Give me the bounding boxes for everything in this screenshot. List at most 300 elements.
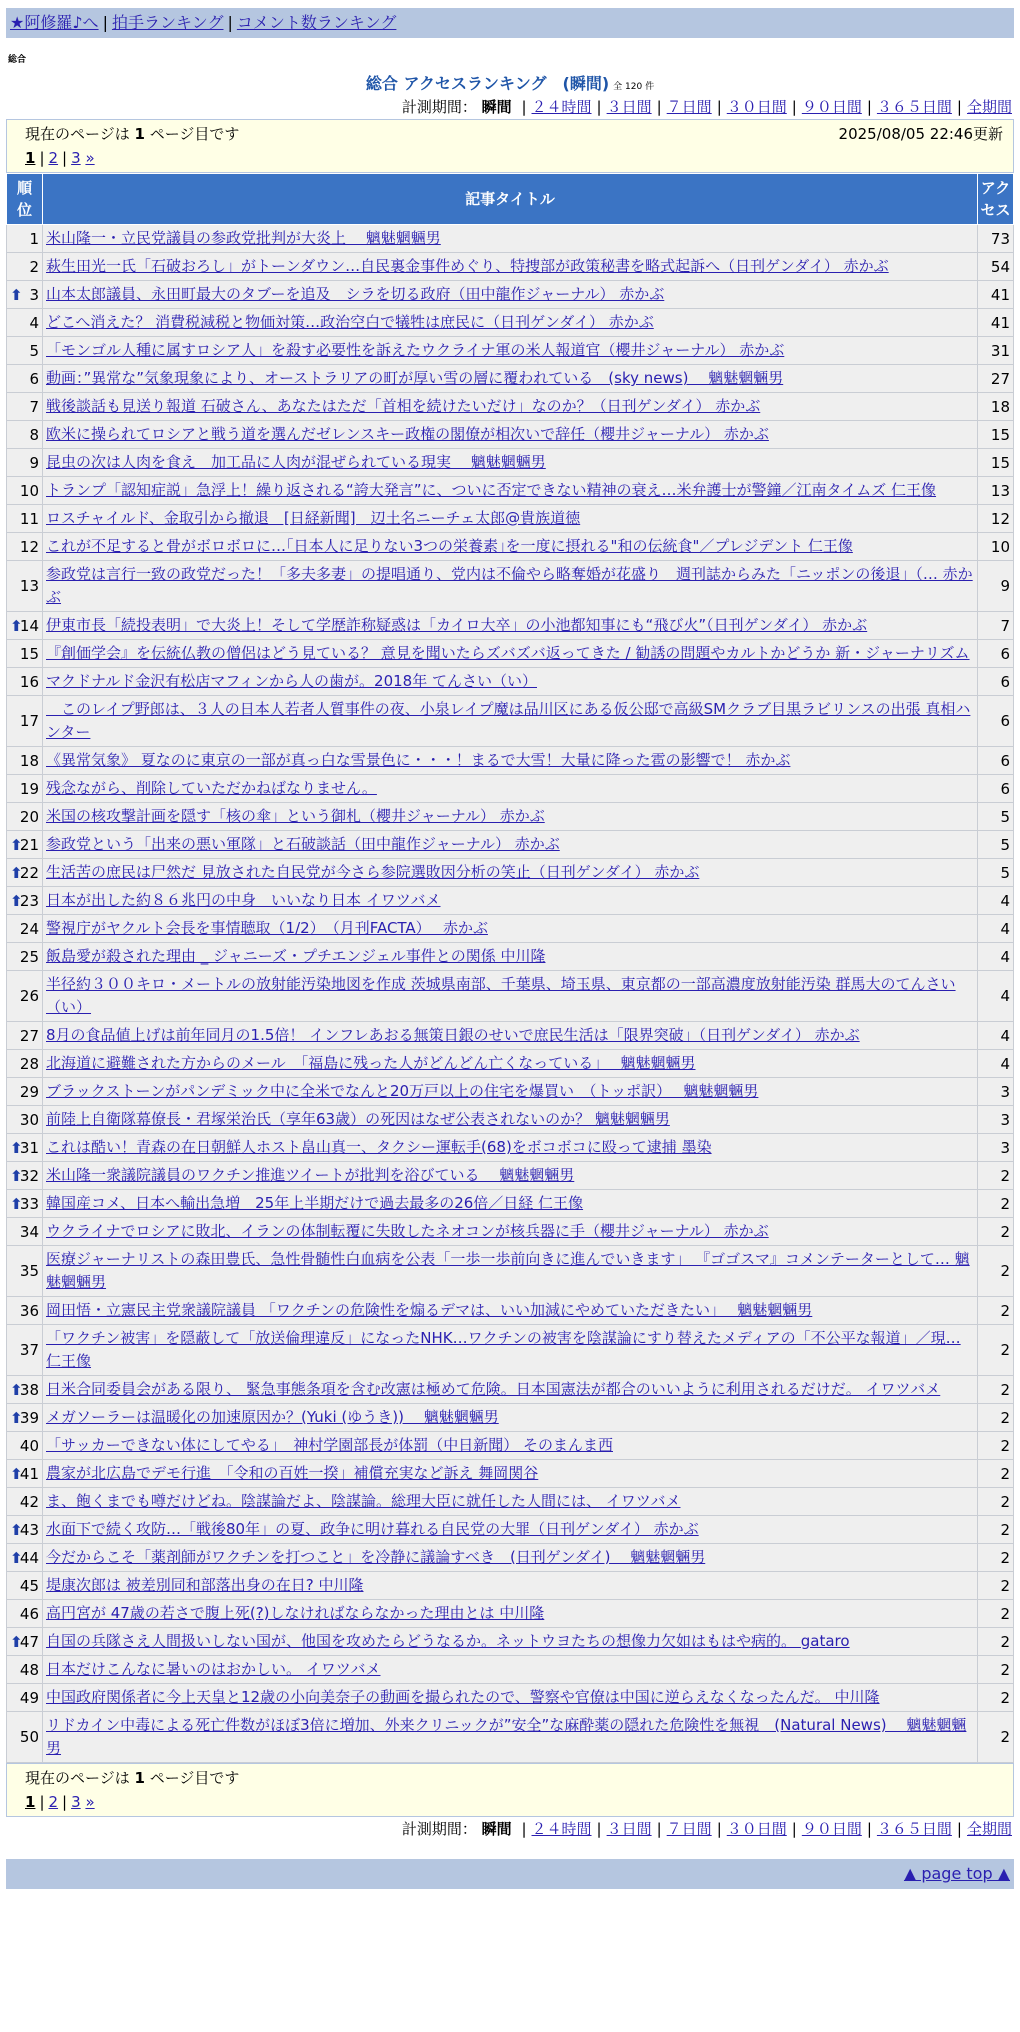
title-cell <box>43 1684 978 1712</box>
page-separator: | <box>39 149 45 167</box>
period-link[interactable]: 全期間 <box>966 98 1012 116</box>
period-link[interactable]: 全期間 <box>966 1820 1012 1838</box>
rank-number: 36 <box>19 1301 39 1320</box>
article-title-link[interactable]: 飯島愛が殺された理由 _ ジャニーズ・プチエンジェル事件との関係 中川隆 <box>46 947 546 965</box>
nav-home-link[interactable]: ★阿修羅♪へ <box>10 13 99 32</box>
article-title-link[interactable]: 中国政府関係者に今上天皇と12歳の小向美奈子の動画を撮られたので、警察や官僚は中国に逆らえなくなったんだ。 中川隆 <box>46 1688 880 1706</box>
table-row <box>7 281 1014 309</box>
rank-up-arrow-icon: ⬆ <box>10 863 23 882</box>
article-title-link[interactable]: トランプ「認知症説」急浮上！繰り返される“誇大発言”に、ついに否定できない精神の衰え…米弁護士が警鐘／江南タイムズ 仁王像 <box>46 481 937 499</box>
article-title-link[interactable]: 欧米に操られてロシアと戦う道を選んだゼレンスキー政権の閣僚が相次いで辞任（櫻井ジャーナル） 赤かぶ <box>46 425 769 443</box>
table-row <box>7 1246 1014 1297</box>
article-title-link[interactable]: 農家が北広島でデモ行進 「令和の百姓一揆」補償充実など訴え 舞岡関谷 <box>46 1464 539 1482</box>
access-count-cell: 41 <box>978 309 1014 337</box>
access-count-cell: 2 <box>978 1297 1014 1325</box>
title-cell <box>43 309 978 337</box>
table-row <box>7 859 1014 887</box>
article-title-link[interactable]: ロスチャイルド、金取引から撤退 [日経新聞] 辺土名ニーチェ太郎@貴族道徳 <box>46 509 581 527</box>
period-separator: | <box>956 1820 962 1838</box>
rank-number: 35 <box>19 1262 39 1280</box>
page-top-link[interactable]: ▲ page top ▲ <box>903 1864 1010 1883</box>
rank-cell <box>7 971 43 1022</box>
rank-cell <box>7 281 43 309</box>
table-row <box>7 1544 1014 1572</box>
access-count-cell: 2 <box>978 1544 1014 1572</box>
table-row <box>7 1134 1014 1162</box>
article-title-link[interactable]: 山本太郎議員、永田町最大のタブーを追及 シラを切る政府（田中龍作ジャーナル） 赤かぶ <box>46 285 665 303</box>
title-cell <box>43 365 978 393</box>
table-row <box>7 887 1014 915</box>
nav-separator: | <box>227 13 233 32</box>
article-title-link[interactable]: 岡田悟・立憲民主党衆議院議員 「ワクチンの危険性を煽るデマは、いい加減にやめていただきたい」 魑魅魍魎男 <box>46 1301 813 1319</box>
period-separator: | <box>596 98 602 116</box>
rank-cell <box>7 1325 43 1376</box>
access-count-cell: 6 <box>978 747 1014 775</box>
title-cell <box>43 1050 978 1078</box>
article-title-link[interactable]: 動画：”異常な”気象現象により、オーストラリアの町が厚い雪の層に覆われている (sky news) 魑魅魍魎男 <box>46 369 784 387</box>
page-links <box>25 146 1003 170</box>
article-title-link[interactable]: 日米合同委員会がある限り、 緊急事態条項を含む改憲は極めて危険。日本国憲法が都合のいいように利用されるだけだ。 イワツバメ <box>46 1380 941 1398</box>
rank-cell <box>7 1516 43 1544</box>
rank-cell <box>7 1078 43 1106</box>
period-current: 瞬間 <box>481 98 512 116</box>
article-title-link[interactable]: 「サッカーできない体にしてやる」 神村学園部長が体罰（中日新聞） そのまんま西 <box>46 1436 613 1454</box>
article-title-link[interactable]: 戦後談話も見送り報道 石破さん、あなたはただ「首相を続けたいだけ」なのか？（日刊ゲンダイ） 赤かぶ <box>46 397 761 415</box>
access-count-cell: 2 <box>978 1246 1014 1297</box>
table-row <box>7 393 1014 421</box>
title-cell <box>43 253 978 281</box>
rank-number: 9 <box>29 453 39 472</box>
article-title-link[interactable]: ウクライナでロシアに敗北、イランの体制転覆に失敗したネオコンが核兵器に手（櫻井ジャーナル） 赤かぶ <box>46 1222 769 1240</box>
rank-cell <box>7 337 43 365</box>
access-count-cell: 27 <box>978 365 1014 393</box>
rank-number: 29 <box>19 1082 39 1101</box>
period-link[interactable]: ３６５日間 <box>876 98 952 116</box>
article-title-link[interactable]: 堤康次郎は 被差別同和部落出身の在日? 中川隆 <box>46 1576 364 1594</box>
rank-number: 39 <box>19 1408 39 1427</box>
table-row <box>7 696 1014 747</box>
title-cell <box>43 1488 978 1516</box>
period-link[interactable]: ７日間 <box>666 98 712 116</box>
rank-number: 43 <box>19 1520 39 1539</box>
period-link[interactable]: ３日間 <box>606 1820 652 1838</box>
rank-cell <box>7 1246 43 1297</box>
access-count-cell: 4 <box>978 1022 1014 1050</box>
access-count-cell: 2 <box>978 1460 1014 1488</box>
table-row <box>7 1162 1014 1190</box>
table-row <box>7 971 1014 1022</box>
access-count-cell: 5 <box>978 803 1014 831</box>
article-title-link[interactable]: 自国の兵隊さえ人間扱いしない国が、他国を攻めたらどうなるか。ネットウヨたちの想像力欠如はもはや病的。 gataro <box>46 1632 850 1650</box>
article-title-link[interactable]: 高円宮が 47歳の若さで腹上死(?)しなければならなかった理由とは 中川隆 <box>46 1604 545 1622</box>
article-title-link[interactable]: 日本だけこんなに暑いのはおかしい。 イワツバメ <box>46 1660 381 1678</box>
rank-cell <box>7 449 43 477</box>
table-row <box>7 449 1014 477</box>
access-count-cell: 15 <box>978 421 1014 449</box>
access-count-cell: 2 <box>978 1572 1014 1600</box>
rank-number: 20 <box>19 807 39 826</box>
page-separator: | <box>39 1793 45 1811</box>
table-row <box>7 1325 1014 1376</box>
period-link[interactable]: ３日間 <box>606 98 652 116</box>
page-link[interactable]: 3 <box>71 1793 81 1811</box>
ranking-count: 全 120 件 <box>613 82 655 92</box>
access-count-cell: 6 <box>978 640 1014 668</box>
rank-up-arrow-icon: ⬆ <box>10 1194 23 1213</box>
period-link[interactable]: ３０日間 <box>726 98 787 116</box>
title-cell <box>43 971 978 1022</box>
page-link[interactable]: 3 <box>71 149 81 167</box>
access-count-cell: 73 <box>978 225 1014 253</box>
rank-cell <box>7 887 43 915</box>
rank-number: 5 <box>29 341 39 360</box>
access-count-cell: 18 <box>978 393 1014 421</box>
access-count-cell: 2 <box>978 1656 1014 1684</box>
table-row <box>7 1684 1014 1712</box>
title-cell <box>43 1600 978 1628</box>
period-link[interactable]: ９０日間 <box>801 98 862 116</box>
access-count-cell: 5 <box>978 859 1014 887</box>
article-title-link[interactable]: 伊東市長「続投表明」で大炎上！そして学歴詐称疑惑は「カイロ大卒」の小池都知事にも“飛び火”（日刊ゲンダイ） 赤かぶ <box>46 616 868 634</box>
article-title-link[interactable]: 《異常気象》 夏なのに東京の一部が真っ白な雪景色に・・・！まるで大雪！大量に降った雹の影響で！ 赤かぶ <box>46 751 791 769</box>
rank-cell <box>7 775 43 803</box>
access-count-cell: 4 <box>978 971 1014 1022</box>
title-cell <box>43 1460 978 1488</box>
access-count-cell: 54 <box>978 253 1014 281</box>
table-header-row <box>7 174 1014 225</box>
title-cell <box>43 1162 978 1190</box>
rank-number: 17 <box>19 712 39 730</box>
table-row <box>7 1404 1014 1432</box>
pager-current-text: 現在のページは 1 ページ目です <box>25 125 240 143</box>
rank-up-arrow-icon: ⬆ <box>10 1166 23 1185</box>
access-count-cell: 2 <box>978 1376 1014 1404</box>
table-row <box>7 337 1014 365</box>
rank-number: 19 <box>19 779 39 798</box>
title-cell <box>43 1190 978 1218</box>
period-link[interactable]: ７日間 <box>666 1820 712 1838</box>
rank-number: 32 <box>19 1166 39 1185</box>
period-separator: | <box>656 1820 662 1838</box>
table-row <box>7 943 1014 971</box>
page-link-current: 1 <box>25 1793 36 1811</box>
table-row <box>7 533 1014 561</box>
period-links <box>516 1820 1012 1838</box>
title-cell <box>43 1656 978 1684</box>
rank-up-arrow-icon: ⬆ <box>10 616 23 635</box>
article-title-link[interactable]: 残念ながら、削除していただかねばなりません。 <box>46 779 377 797</box>
article-title-link[interactable]: リドカイン中毒による死亡件数がほぼ3倍に増加、外来クリニックが”安全”な麻酔薬の隠れた危険性を無視 (Natural News) 魑魅魍魎男 <box>46 1716 967 1757</box>
period-link[interactable]: ３６５日間 <box>876 1820 952 1838</box>
rank-cell <box>7 1134 43 1162</box>
table-row <box>7 1656 1014 1684</box>
access-count-cell: 6 <box>978 696 1014 747</box>
rank-number: 7 <box>29 397 39 416</box>
table-row <box>7 561 1014 612</box>
period-separator: | <box>521 1820 527 1838</box>
rank-up-arrow-icon: ⬆ <box>10 1380 23 1399</box>
title-cell <box>43 393 978 421</box>
table-row <box>7 421 1014 449</box>
article-title-link[interactable]: 参政党という「出来の悪い軍隊」と石破談話（田中龍作ジャーナル） 赤かぶ <box>46 835 560 853</box>
access-count-cell: 13 <box>978 477 1014 505</box>
article-title-link[interactable]: 韓国産コメ、日本へ輸出急増 25年上半期だけで過去最多の26倍／日経 仁王像 <box>46 1194 584 1212</box>
rank-number: 6 <box>29 369 39 388</box>
page-separator: | <box>62 149 68 167</box>
table-row <box>7 1190 1014 1218</box>
access-count-cell: 2 <box>978 1684 1014 1712</box>
access-count-cell: 2 <box>978 1488 1014 1516</box>
period-label: 計測期間： <box>401 1820 477 1838</box>
page-link[interactable]: 2 <box>48 1793 59 1811</box>
access-count-cell: 6 <box>978 668 1014 696</box>
access-count-cell: 4 <box>978 943 1014 971</box>
title-cell <box>43 281 978 309</box>
page <box>6 8 1014 1889</box>
table-row <box>7 1106 1014 1134</box>
rank-number: 48 <box>19 1660 39 1679</box>
rank-up-arrow-icon: ⬆ <box>10 1632 23 1651</box>
ranking-table-body <box>7 225 1014 1763</box>
rank-number: 45 <box>19 1576 39 1595</box>
period-links <box>516 98 1012 116</box>
access-count-cell: 15 <box>978 449 1014 477</box>
nav-comment-ranking-link[interactable]: コメント数ランキング <box>236 13 397 32</box>
rank-cell <box>7 803 43 831</box>
title-cell <box>43 1376 978 1404</box>
access-count-cell: 3 <box>978 1078 1014 1106</box>
access-count-cell: 2 <box>978 1600 1014 1628</box>
rank-number: 13 <box>19 577 39 595</box>
article-title-link[interactable]: 萩生田光一氏「石破おろし」がトーンダウン…自民裏金事件めぐり、特捜部が政策秘書を略式起訴へ（日刊ゲンダイ） 赤かぶ <box>46 257 889 275</box>
table-row <box>7 915 1014 943</box>
article-title-link[interactable]: 医療ジャーナリストの森田豊氏、急性骨髄性白血病を公表「一歩一歩前向きに進んでいきます」 『ゴゴスマ』コメンテーターとして… 魑魅魍魎男 <box>46 1250 970 1291</box>
article-title-link[interactable]: 参政党は言行一致の政党だった！「多夫多妻」の提唱通り、党内は不倫やら略奪婚が花盛り 週刊誌からみた「ニッポンの後退」（… 赤かぶ <box>46 565 973 606</box>
table-row <box>7 309 1014 337</box>
table-row <box>7 1460 1014 1488</box>
rank-cell <box>7 1544 43 1572</box>
article-title-link[interactable]: 生活苦の庶民は尸然だ 見放された自民党が今さら参院選敗因分析の笑止（日刊ゲンダイ） 赤かぶ <box>46 863 700 881</box>
table-row <box>7 775 1014 803</box>
rank-cell <box>7 1190 43 1218</box>
article-title-link[interactable]: ブラックストーンがパンデミック中に全米でなんと20万戸以上の住宅を爆買い （トッポ訳） 魑魅魍魎男 <box>46 1082 759 1100</box>
title-cell <box>43 668 978 696</box>
title-cell <box>43 859 978 887</box>
period-link[interactable]: ９０日間 <box>801 1820 862 1838</box>
title-cell <box>43 1325 978 1376</box>
table-row <box>7 1432 1014 1460</box>
table-row <box>7 1078 1014 1106</box>
title-cell <box>43 747 978 775</box>
title-cell <box>43 1134 978 1162</box>
period-separator: | <box>656 98 662 116</box>
rank-number: 50 <box>19 1728 39 1746</box>
rank-cell <box>7 1376 43 1404</box>
article-title-link[interactable]: 水面下で続く攻防…「戦後80年」の夏、政争に明け暮れる自民党の大罪（日刊ゲンダイ） 赤かぶ <box>46 1520 699 1538</box>
title-cell <box>43 1218 978 1246</box>
article-title-link[interactable]: マクドナルド金沢有松店マフィンから人の歯が。2018年 てんさい（い） <box>46 672 537 690</box>
rank-up-arrow-icon: ⬆ <box>10 1408 23 1427</box>
title-cell <box>43 477 978 505</box>
access-count-cell: 2 <box>978 1404 1014 1432</box>
access-count-cell: 6 <box>978 775 1014 803</box>
article-title-link[interactable]: 米山隆一・立民党議員の参政党批判が大炎上 魑魅魍魎男 <box>46 229 441 247</box>
title-cell <box>43 915 978 943</box>
article-title-link[interactable]: 「モンゴル人種に属すロシア人」を殺す必要性を訴えたウクライナ軍の米人報道官（櫻井ジャーナル） 赤かぶ <box>46 341 785 359</box>
title-cell <box>43 337 978 365</box>
access-count-cell: 12 <box>978 505 1014 533</box>
rank-up-arrow-icon: ⬆ <box>10 891 23 910</box>
article-title-link[interactable]: 日本が出した約８６兆円の中身 いいなり日本 イワツバメ <box>46 891 441 909</box>
rank-number: 26 <box>19 987 39 1005</box>
rank-cell <box>7 831 43 859</box>
rank-number: 1 <box>29 229 39 248</box>
article-title-link[interactable]: 米山隆一衆議院議員のワクチン推進ツイートが批判を浴びている 魑魅魍魎男 <box>46 1166 575 1184</box>
article-title-link[interactable]: 今だからこそ「薬剤師がワクチンを打つこと」を冷静に議論すべき (日刊ゲンダイ) 魑魅魍魎男 <box>46 1548 706 1566</box>
rank-number: 47 <box>19 1632 39 1651</box>
title-cell <box>43 1544 978 1572</box>
article-title-link[interactable]: このレイプ野郎は、３人の日本人若者人質事件の夜、小泉レイプ魔は品川区にある仮公邸で高級SMクラブ目黒ラビリンスの出張 真相ハンター <box>46 700 971 741</box>
article-title-link[interactable]: 北海道に避難された方からのメール 「福島に残った人がどんどん亡くなっている」 魑魅魍魎男 <box>46 1054 696 1072</box>
rank-cell <box>7 1432 43 1460</box>
article-title-link[interactable]: これは酷い！青森の在日朝鮮人ホスト畠山真一、タクシー運転手(68)をボコボコに殴って逮捕 墨染 <box>46 1138 712 1156</box>
period-link[interactable]: ２４時間 <box>531 98 592 116</box>
rank-cell <box>7 943 43 971</box>
rank-up-arrow-icon: ⬆ <box>10 285 23 304</box>
rank-number: 28 <box>19 1054 39 1073</box>
pager-top <box>6 119 1014 173</box>
rank-cell <box>7 612 43 640</box>
page-next-link[interactable]: » <box>85 149 95 167</box>
col-header-title: 記事タイトル <box>43 174 978 225</box>
rank-number: 14 <box>19 616 39 635</box>
page-next-link[interactable]: » <box>85 1793 95 1811</box>
table-row <box>7 253 1014 281</box>
table-row <box>7 668 1014 696</box>
rank-cell <box>7 477 43 505</box>
rank-cell <box>7 1460 43 1488</box>
article-title-link[interactable]: 警視庁がヤクルト会長を事情聴取（1/2） （月刊FACTA） 赤かぶ <box>46 919 488 937</box>
article-title-link[interactable]: 前陸上自衛隊幕僚長・君塚栄治氏（享年63歳）の死因はなぜ公表されないのか？ 魑魅魍魎男 <box>46 1110 670 1128</box>
period-separator: | <box>866 1820 872 1838</box>
period-link[interactable]: ３０日間 <box>726 1820 787 1838</box>
article-title-link[interactable]: 8月の食品値上げは前年同月の1.5倍！ インフレあおる無策日銀のせいで庶民生活は「限界突破」（日刊ゲンダイ） 赤かぶ <box>46 1026 860 1044</box>
rank-number: 18 <box>19 751 39 770</box>
table-row <box>7 1600 1014 1628</box>
title-cell <box>43 449 978 477</box>
nav-clap-ranking-link[interactable]: 拍手ランキング <box>111 13 224 32</box>
title-cell <box>43 1404 978 1432</box>
access-count-cell: 4 <box>978 915 1014 943</box>
article-title-link[interactable]: 「ワクチン被害」を隠蔽して「放送倫理違反」になったNHK…ワクチンの被害を陰謀論にすり替えたメディアの「不公平な報道」／現… 仁王像 <box>46 1329 961 1370</box>
title-cell <box>43 225 978 253</box>
access-count-cell: 41 <box>978 281 1014 309</box>
period-selector-top <box>6 95 1014 119</box>
rank-cell <box>7 915 43 943</box>
rank-cell <box>7 1162 43 1190</box>
page-link[interactable]: 2 <box>48 149 59 167</box>
rank-number: 30 <box>19 1110 39 1129</box>
table-row <box>7 612 1014 640</box>
period-selector-bottom <box>6 1817 1014 1841</box>
rank-cell <box>7 696 43 747</box>
title-cell <box>43 1106 978 1134</box>
title-cell <box>43 1516 978 1544</box>
table-row <box>7 505 1014 533</box>
page-link-current: 1 <box>25 149 36 167</box>
period-separator: | <box>956 98 962 116</box>
access-count-cell: 9 <box>978 561 1014 612</box>
title-cell <box>43 561 978 612</box>
table-row <box>7 1050 1014 1078</box>
pager-current-text: 現在のページは 1 ページ目です <box>25 1769 240 1787</box>
article-title-link[interactable]: 『創価学会』を伝統仏教の僧侶はどう見ている？ 意見を聞いたらズバズバ返ってきた / 勧誘の問題やカルトかどうか 新・ジャーナリズム <box>46 644 970 662</box>
access-count-cell: 2 <box>978 1190 1014 1218</box>
article-title-link[interactable]: どこへ消えた？ 消費税減税と物価対策…政治空白で犠牲は庶民に（日刊ゲンダイ） 赤かぶ <box>46 313 654 331</box>
rank-cell <box>7 505 43 533</box>
rank-number: 21 <box>19 835 39 854</box>
article-title-link[interactable]: メガソーラーは温暖化の加速原因か？(Yuki (ゆうき)) 魑魅魍魎男 <box>46 1408 499 1426</box>
rank-number: 23 <box>19 891 39 910</box>
table-row <box>7 225 1014 253</box>
table-row <box>7 1488 1014 1516</box>
rank-up-arrow-icon: ⬆ <box>10 1520 23 1539</box>
title-cell <box>43 1432 978 1460</box>
rank-number: 42 <box>19 1492 39 1511</box>
article-title-link[interactable]: 昆虫の次は人肉を食え 加工品に人肉が混ぜられている現実 魑魅魍魎男 <box>46 453 546 471</box>
page-separator: | <box>62 1793 68 1811</box>
table-row <box>7 1297 1014 1325</box>
title-cell <box>43 1712 978 1763</box>
table-row <box>7 1516 1014 1544</box>
access-count-cell: 5 <box>978 831 1014 859</box>
rank-cell <box>7 859 43 887</box>
rank-number: 22 <box>19 863 39 882</box>
period-separator: | <box>791 98 797 116</box>
title-cell <box>43 1628 978 1656</box>
rank-number: 34 <box>19 1222 39 1241</box>
access-count-cell: 3 <box>978 1134 1014 1162</box>
article-title-link[interactable]: ま、飽くまでも噂だけどね。陰謀論だよ、陰謀論。総理大臣に就任した人間には、 イワツバメ <box>46 1492 681 1510</box>
title-cell <box>43 640 978 668</box>
rank-cell <box>7 421 43 449</box>
table-row <box>7 1712 1014 1763</box>
rank-number: 38 <box>19 1380 39 1399</box>
article-title-link[interactable]: これが不足すると骨がボロボロに…｢日本人に足りない3つの栄養素｣を一度に摂れる"和の伝統食"／プレジデント 仁王像 <box>46 537 853 555</box>
rank-number: 24 <box>19 919 39 938</box>
access-count-cell: 31 <box>978 337 1014 365</box>
access-count-cell: 2 <box>978 1162 1014 1190</box>
article-title-link[interactable]: 半径約３００キロ・メートルの放射能汚染地図を作成 茨城県南部、千葉県、埼玉県、東京都の一部高濃度放射能汚染 群馬大のてんさい（い） <box>46 975 956 1016</box>
period-label: 計測期間： <box>401 98 477 116</box>
rank-cell <box>7 1712 43 1763</box>
table-row <box>7 365 1014 393</box>
rank-cell <box>7 1572 43 1600</box>
table-row <box>7 1022 1014 1050</box>
period-link[interactable]: ２４時間 <box>531 1820 592 1838</box>
rank-cell <box>7 309 43 337</box>
rank-cell <box>7 393 43 421</box>
article-title-link[interactable]: 米国の核攻撃計画を隠す「核の傘」という御札（櫻井ジャーナル） 赤かぶ <box>46 807 545 825</box>
rank-number: 3 <box>29 285 39 304</box>
rank-number: 46 <box>19 1604 39 1623</box>
pager-bottom <box>6 1763 1014 1817</box>
top-nav-bar <box>6 8 1014 38</box>
rank-number: 15 <box>19 644 39 663</box>
updated-timestamp: 2025/08/05 22:46更新 <box>838 125 1003 143</box>
access-count-cell: 3 <box>978 1106 1014 1134</box>
col-header-rank: 順位 <box>7 174 43 225</box>
